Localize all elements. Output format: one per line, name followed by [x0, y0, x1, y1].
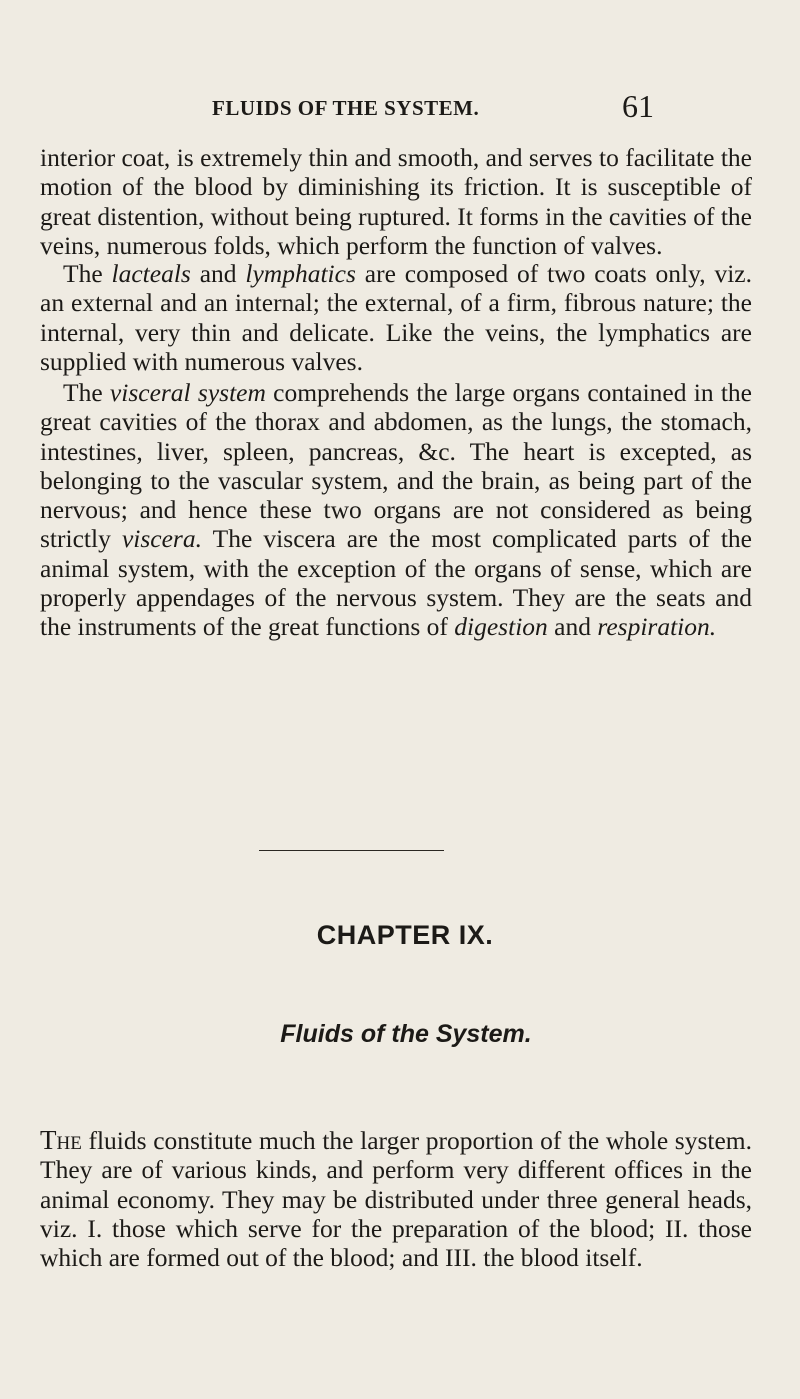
italic-term-lacteals: lacteals [111, 259, 191, 288]
lead-word: The [40, 1125, 82, 1155]
paragraph-fluids [40, 1126, 752, 1272]
italic-term-viscera: viscera. [121, 524, 202, 554]
chapter-subtitle: Fluids of the System. [280, 1020, 532, 1048]
paragraph-text: and [190, 259, 246, 288]
page-number: 61 [622, 88, 654, 124]
section-divider [259, 850, 444, 851]
paragraph-interior-coat [40, 143, 752, 260]
italic-term-respiration: respiration. [597, 612, 717, 642]
paragraph-text: interior coat, is extremely thin and smooth, and serves to facilitate the motion of the blood by diminishing its friction. It is susceptible of great distention, without being ruptured. It forms in the cavities of the veins, numerous folds, which perform the function of valves. [40, 143, 752, 260]
running-head [0, 88, 800, 128]
italic-term-lymphatics: lymphatics [245, 259, 356, 288]
paragraph-text: The [63, 259, 112, 288]
paragraph-lacteals [40, 259, 752, 376]
italic-term-visceral-system: visceral system [109, 378, 266, 407]
italic-term-digestion: digestion [454, 612, 548, 642]
paragraph-text: are composed of two coats only, viz. an external and an internal; the external, of a firm, fibrous nature; the internal, very thin and delicate. Like the veins, the lymphatics are supplied with numerous valves. [40, 259, 752, 376]
paragraph-text: The viscera are the most complicated parts of the animal system, with the exception of the organs of sense, which are properly appendages of the nervous system. They are the seats and the instruments of the great functions of [40, 524, 753, 642]
paragraph-text: The [63, 378, 110, 407]
chapter-heading: CHAPTER IX. [316, 920, 494, 950]
paragraph-text: fluids constitute much the larger proportion of the whole system. They are of various kinds, and perform very different offices in the animal economy. They may be distributed under three general heads, viz. I. those which serve for the preparation of the blood; II. those which are formed out of the blood; and III. the blood itself. [40, 1126, 752, 1273]
paragraph-text: comprehends the large organs contained in the great cavities of the thorax and abdomen, as the lungs, the stomach, intestines, liver, spleen, pancreas, &c. The heart is excepted, as belonging to the vascular system, and the brain, as being part of the nervous; and hence these two organs are not considered as being strictly [40, 378, 752, 554]
paragraph-visceral-system [40, 378, 752, 642]
paragraph-text: and [547, 612, 598, 642]
running-title: FLUIDS OF THE SYSTEM. [212, 96, 480, 120]
